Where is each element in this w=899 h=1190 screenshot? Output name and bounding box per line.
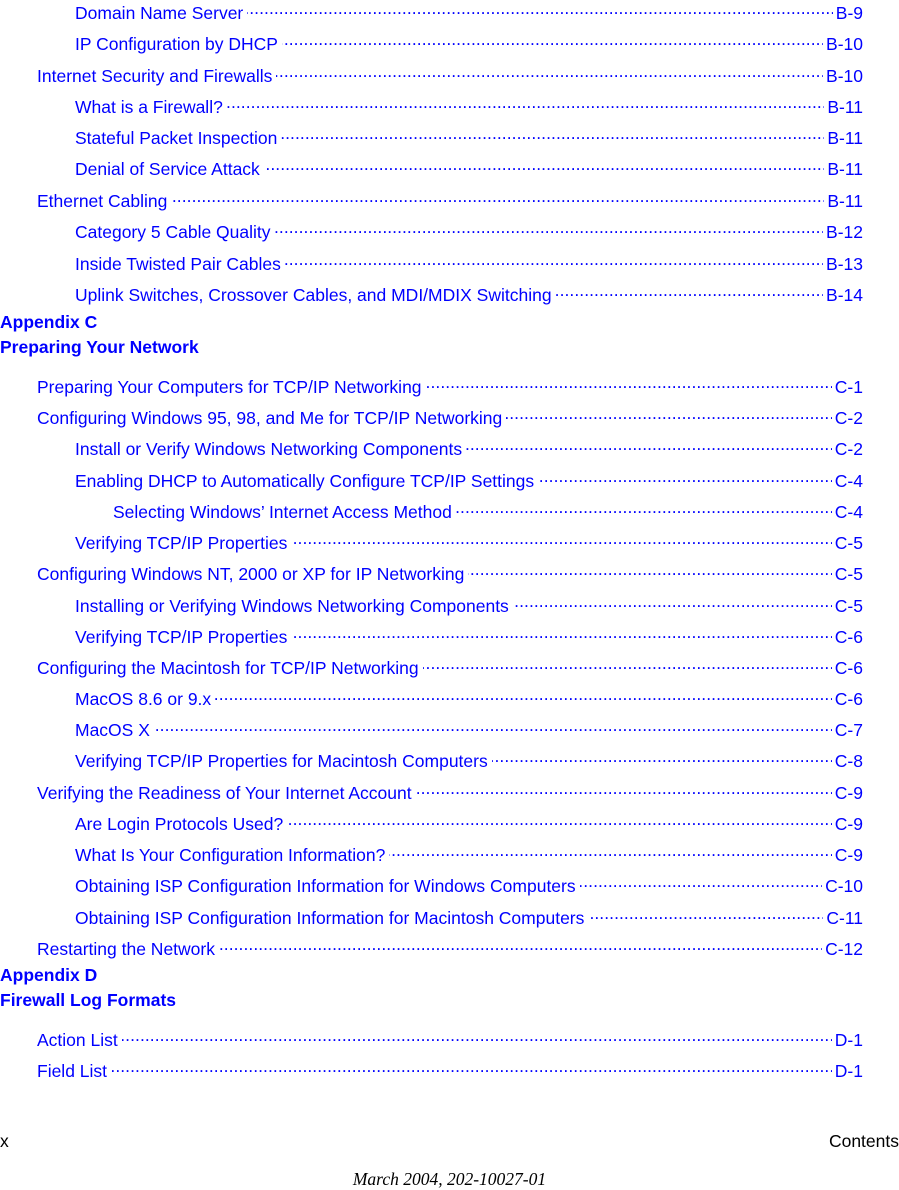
dot-leader <box>171 185 824 207</box>
toc-entry-title: Are Login Protocols Used? <box>75 814 284 834</box>
toc-entry-title: Configuring Windows NT, 2000 or XP for IP Networking <box>37 564 465 584</box>
toc-entry-title: What Is Your Configuration Information? <box>75 845 386 865</box>
toc-entry-selecting-access-method[interactable] <box>113 496 863 522</box>
dot-leader <box>285 248 823 270</box>
toc-entry-title: Verifying the Readiness of Your Internet Account <box>37 783 412 803</box>
toc-entry-macos-86[interactable] <box>75 683 863 709</box>
toc-entry-title: MacOS 8.6 or 9.x <box>75 689 212 709</box>
dot-leader <box>580 870 822 892</box>
toc-entry-title: Inside Twisted Pair Cables <box>75 254 281 274</box>
toc-entry-page: C-10 <box>825 876 863 896</box>
toc-entry-restarting-network[interactable] <box>37 933 863 959</box>
toc-entry-page: B-13 <box>826 254 863 274</box>
toc-entry-page: B-11 <box>827 191 863 211</box>
footer-section: Contents <box>828 1131 899 1151</box>
toc-entry-title: Ethernet Cabling <box>37 191 168 211</box>
toc-entry-title: Internet Security and Firewalls <box>37 66 273 86</box>
dot-leader <box>556 279 823 301</box>
toc-entry-page: C-9 <box>834 814 863 834</box>
toc-entry-what-is-firewall[interactable] <box>75 91 863 117</box>
toc-entry-title: IP Configuration by DHCP <box>75 34 278 54</box>
toc-entry-configuring-macintosh[interactable] <box>37 652 863 678</box>
toc-entry-page: B-14 <box>826 285 863 305</box>
dot-leader <box>468 558 831 580</box>
toc-entry-page: D-1 <box>834 1030 863 1050</box>
toc-entry-title: Selecting Windows’ Internet Access Method <box>113 502 452 522</box>
dot-leader <box>287 808 832 830</box>
toc-entry-title: Stateful Packet Inspection <box>75 128 278 148</box>
dot-leader <box>154 714 832 736</box>
appendix-d-title[interactable]: Firewall Log Formats <box>0 990 176 1010</box>
toc-entry-verifying-tcpip-2[interactable] <box>75 621 863 647</box>
toc-entry-category-5-cable[interactable] <box>75 216 863 242</box>
toc-entry-domain-name-server[interactable] <box>75 0 863 23</box>
toc-entry-page: C-6 <box>834 627 863 647</box>
toc-entry-title: Field List <box>37 1061 108 1081</box>
toc-entry-verifying-tcpip-mac[interactable] <box>75 745 863 771</box>
toc-entry-macos-x[interactable] <box>75 714 863 740</box>
toc-entry-page: C-12 <box>825 939 863 959</box>
toc-entry-title: MacOS X <box>75 720 150 740</box>
toc-entry-page: C-4 <box>834 471 863 491</box>
footer-date: March 2004, 202-10027-01 <box>352 1169 547 1189</box>
toc-entry-page: C-9 <box>834 845 863 865</box>
dot-leader <box>538 465 832 487</box>
dot-leader <box>264 153 825 175</box>
toc-entry-page: C-5 <box>834 564 863 584</box>
toc-entry-page: C-1 <box>834 377 863 397</box>
dot-leader <box>291 621 831 643</box>
dot-leader <box>389 839 831 861</box>
toc-entry-page: B-11 <box>827 159 863 179</box>
dot-leader <box>466 433 832 455</box>
appendix-c-label[interactable]: Appendix C <box>0 312 98 332</box>
toc-entry-title: Denial of Service Attack <box>75 159 260 179</box>
dot-leader <box>492 745 832 767</box>
toc-entry-verifying-tcpip-1[interactable] <box>75 527 863 553</box>
toc-entry-uplink-switches[interactable] <box>75 279 863 305</box>
toc-entry-page: B-10 <box>826 34 863 54</box>
dot-leader <box>247 0 833 19</box>
toc-entry-internet-security[interactable] <box>37 60 863 86</box>
toc-entry-title: Configuring Windows 95, 98, and Me for TCP/IP Networking <box>37 408 503 428</box>
toc-entry-ip-configuration-dhcp[interactable] <box>75 28 863 54</box>
dot-leader <box>276 60 823 82</box>
toc-entry-installing-verifying-components[interactable] <box>75 590 863 616</box>
dot-leader <box>275 216 824 238</box>
dot-leader <box>513 590 832 612</box>
dot-leader <box>111 1055 832 1077</box>
toc-entry-inside-twisted-pair[interactable] <box>75 248 863 274</box>
dot-leader <box>423 652 832 674</box>
toc-entry-title: Uplink Switches, Crossover Cables, and MDI/MDIX Switching <box>75 285 552 305</box>
toc-entry-page: C-5 <box>834 533 863 553</box>
dot-leader <box>282 28 823 50</box>
toc-entry-isp-windows[interactable] <box>75 870 863 896</box>
dot-leader <box>426 371 832 393</box>
appendix-c-title[interactable]: Preparing Your Network <box>0 337 199 357</box>
dot-leader <box>281 122 824 144</box>
dot-leader <box>291 527 831 549</box>
toc-entry-title: What is a Firewall? <box>75 97 223 117</box>
footer-page-number: x <box>0 1131 9 1151</box>
toc-entry-page: C-8 <box>834 751 863 771</box>
toc-entry-preparing-computers[interactable] <box>37 371 863 397</box>
toc-entry-page: C-2 <box>834 408 863 428</box>
toc-entry-title: Install or Verify Windows Networking Components <box>75 439 463 459</box>
toc-entry-title: Preparing Your Computers for TCP/IP Networking <box>37 377 422 397</box>
toc-entry-stateful-packet-inspection[interactable] <box>75 122 863 148</box>
toc-entry-page: C-4 <box>834 502 863 522</box>
dot-leader <box>416 777 832 799</box>
toc-entry-title: Domain Name Server <box>75 3 244 23</box>
toc-entry-configuration-information[interactable] <box>75 839 863 865</box>
dot-leader <box>219 933 822 955</box>
toc-entry-title: Obtaining ISP Configuration Information for Windows Computers <box>75 876 576 896</box>
appendix-d-label[interactable]: Appendix D <box>0 965 98 985</box>
toc-entry-page: D-1 <box>834 1061 863 1081</box>
toc-entry-title: Configuring the Macintosh for TCP/IP Networking <box>37 658 419 678</box>
dot-leader <box>227 91 825 113</box>
dot-leader <box>506 402 832 424</box>
toc-entry-title: Verifying TCP/IP Properties <box>75 533 288 553</box>
dot-leader <box>215 683 832 705</box>
toc-entry-configuring-win95[interactable] <box>37 402 863 428</box>
toc-entry-page: B-10 <box>826 66 863 86</box>
toc-entry-title: Installing or Verifying Windows Networking Components <box>75 596 509 616</box>
toc-entry-page: C-2 <box>834 439 863 459</box>
toc-entry-configuring-winnt[interactable] <box>37 558 863 584</box>
toc-entry-page: C-5 <box>834 596 863 616</box>
dot-leader <box>456 496 832 518</box>
toc-entry-field-list[interactable] <box>37 1055 863 1081</box>
toc-entry-page: C-6 <box>834 658 863 678</box>
toc-entry-page: C-11 <box>826 908 863 928</box>
dot-leader <box>122 1024 832 1046</box>
toc-entry-ethernet-cabling[interactable] <box>37 185 863 211</box>
toc-entry-enabling-dhcp[interactable] <box>75 465 863 491</box>
dot-leader <box>588 902 823 924</box>
toc-entry-title: Enabling DHCP to Automatically Configure TCP/IP Settings <box>75 471 535 491</box>
toc-entry-install-verify-components[interactable] <box>75 433 863 459</box>
toc-entry-action-list[interactable] <box>37 1024 863 1050</box>
toc-entry-verifying-readiness[interactable] <box>37 777 863 803</box>
toc-entry-page: B-12 <box>826 222 863 242</box>
toc-entry-title: Action List <box>37 1030 118 1050</box>
toc-entry-title: Obtaining ISP Configuration Information for Macintosh Computers <box>75 908 585 928</box>
toc-entry-title: Restarting the Network <box>37 939 215 959</box>
toc-entry-page: C-9 <box>834 783 863 803</box>
toc-entry-page: B-11 <box>827 128 863 148</box>
toc-entry-page: B-11 <box>827 97 863 117</box>
toc-entry-page: B-9 <box>835 3 863 23</box>
toc-entry-title: Verifying TCP/IP Properties <box>75 627 288 647</box>
toc-entry-title: Category 5 Cable Quality <box>75 222 271 242</box>
toc-entry-isp-macintosh[interactable] <box>75 902 863 928</box>
toc-entry-denial-of-service[interactable] <box>75 153 863 179</box>
toc-entry-page: C-6 <box>834 689 863 709</box>
toc-entry-title: Verifying TCP/IP Properties for Macintosh Computers <box>75 751 488 771</box>
toc-entry-login-protocols[interactable] <box>75 808 863 834</box>
toc-entry-page: C-7 <box>834 720 863 740</box>
